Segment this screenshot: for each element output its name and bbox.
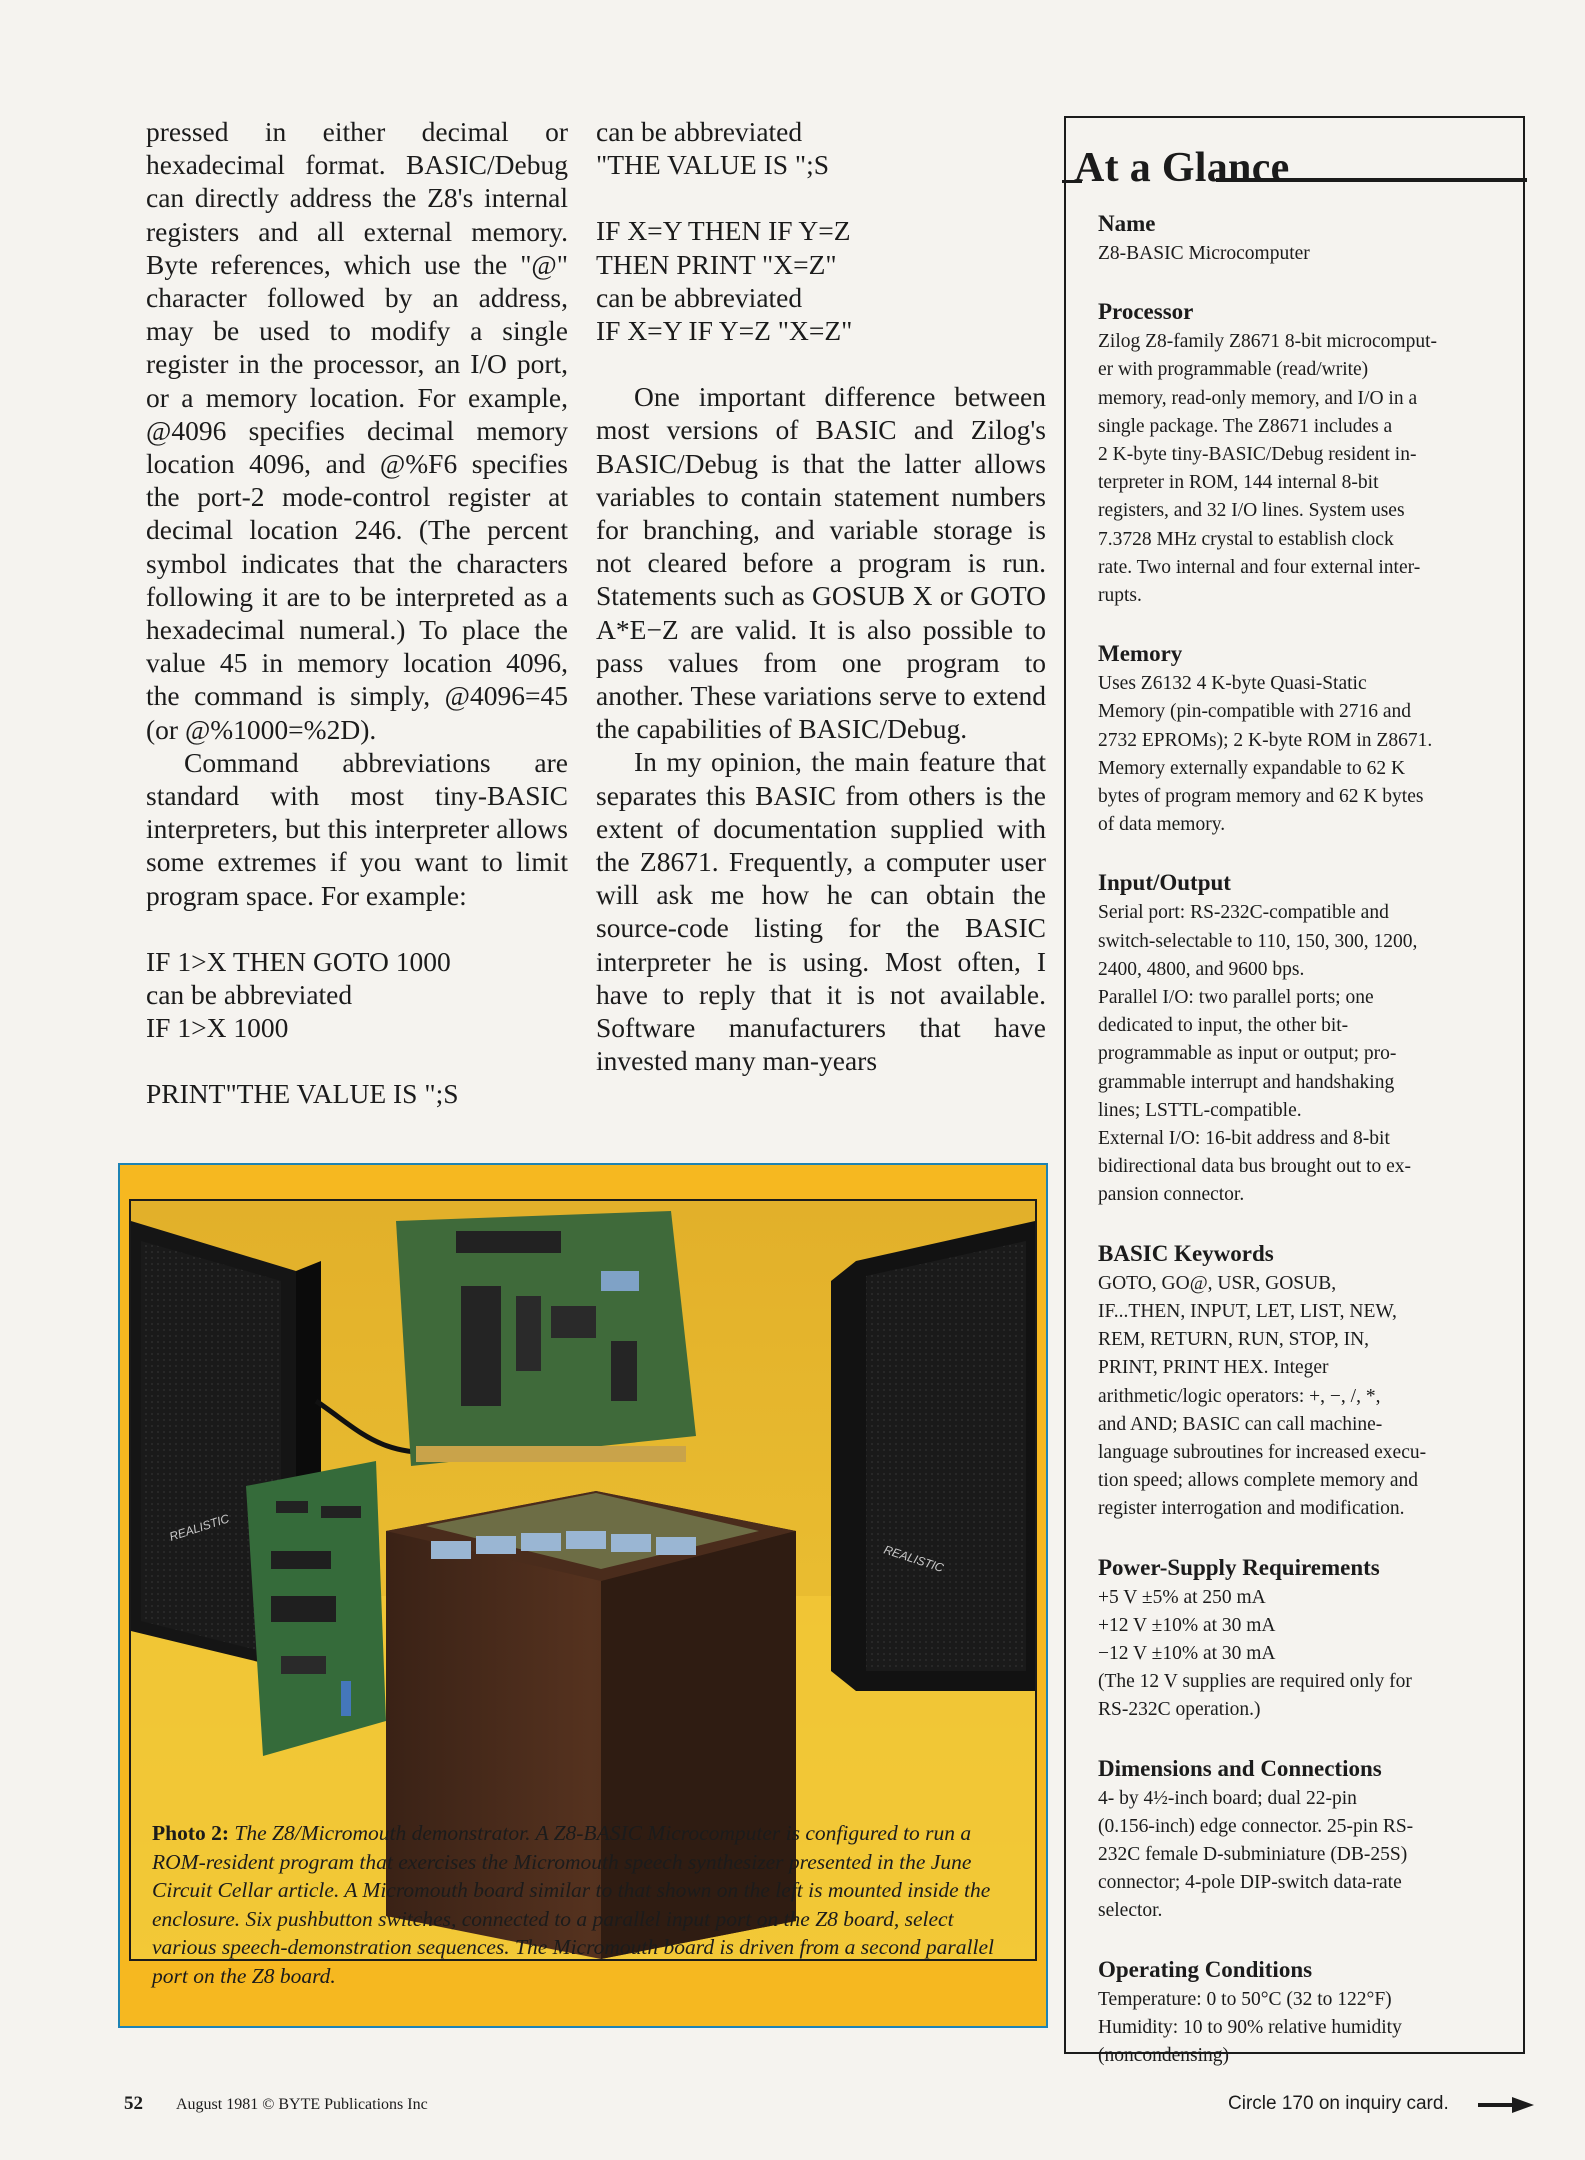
code-line: IF X=Y THEN IF Y=Z: [596, 215, 851, 247]
code-abbrev-note: can be abbreviated: [596, 116, 803, 147]
sidebar-text-line: registers, and 32 I/O lines. System uses: [1098, 500, 1405, 522]
sidebar-text-line: 2400, 4800, and 9600 bps.: [1098, 958, 1305, 980]
sidebar-text-line: programmable as input or output; pro-: [1098, 1043, 1397, 1065]
sidebar-section-text: [1098, 1986, 1506, 2071]
sidebar-text-line: Uses Z6132 4 K-byte Quasi-Static: [1098, 673, 1367, 695]
sidebar-text-line: dedicated to input, the other bit-: [1098, 1015, 1349, 1037]
sidebar-section-dimensions: [1098, 1755, 1506, 1926]
sidebar-section-power: [1098, 1554, 1506, 1725]
inquiry-note: Circle 170 on inquiry card.: [1228, 2093, 1449, 2114]
sidebar-section-heading: Power-Supply Requirements: [1098, 1554, 1380, 1580]
code-abbrev-note: can be abbreviated: [596, 281, 803, 313]
sidebar-text-line: bidirectional data bus brought out to ex-: [1098, 1156, 1412, 1178]
sidebar-section-heading: BASIC Keywords: [1098, 1240, 1274, 1266]
sidebar-text-line: of data memory.: [1098, 814, 1226, 836]
sidebar-text-line: tion speed; allows complete memory and: [1098, 1470, 1419, 1492]
paragraph: Command abbreviations are standard with most tiny-BASIC interpreters, but this interpreter allows some extremes if you want to limit program space. For example:: [146, 746, 568, 911]
sidebar-text-line: 4- by 4½-inch board; dual 22-pin: [1098, 1787, 1357, 1809]
sidebar-section-text: [1098, 1584, 1506, 1725]
z8-circuit-board: [396, 1211, 696, 1466]
photo-figure: [118, 1163, 1048, 2028]
sidebar-text-line: Parallel I/O: two parallel ports; one: [1098, 987, 1374, 1009]
sidebar-text-line: +12 V ±10% at 30 mA: [1098, 1614, 1276, 1636]
sidebar-section-heading: Input/Output: [1098, 870, 1231, 896]
article-column-1: [146, 115, 568, 1111]
sidebar-section-text: [1098, 1270, 1506, 1524]
caption-label: Photo 2:: [152, 1821, 230, 1845]
sidebar-text-line: connector; 4-pole DIP-switch data-rate: [1098, 1872, 1402, 1894]
sidebar-text-line: selector.: [1098, 1900, 1163, 1922]
code-abbrev-note: can be abbreviated: [146, 979, 353, 1011]
sidebar-text-line: single package. The Z8671 includes a: [1098, 415, 1393, 437]
sidebar-section-text: [1098, 670, 1506, 839]
sidebar-section-heading: Processor: [1098, 299, 1194, 325]
sidebar-section-heading: Dimensions and Connections: [1098, 1755, 1382, 1781]
footer-date: August 1981 © BYTE Publications Inc: [176, 2096, 428, 2113]
article-column-2: [596, 115, 1046, 1077]
at-a-glance-sidebar: [1064, 116, 1525, 2066]
sidebar-section-operating: [1098, 1956, 1506, 2071]
sidebar-text-line: grammable interrupt and handshaking: [1098, 1071, 1395, 1093]
sidebar-section-heading: Operating Conditions: [1098, 1956, 1313, 1982]
sidebar-title: At a Glance: [1074, 145, 1290, 191]
sidebar-text-line: GOTO, GO@, USR, GOSUB,: [1098, 1272, 1337, 1294]
sidebar-text-line: (The 12 V supplies are required only for: [1098, 1671, 1412, 1693]
sidebar-text-line: 7.3728 MHz crystal to establish clock: [1098, 528, 1394, 550]
sidebar-text-line: Memory externally expandable to 62 K: [1098, 757, 1406, 779]
sidebar-text-line: switch-selectable to 110, 150, 300, 1200,: [1098, 930, 1418, 952]
sidebar-text-line: (noncondensing): [1098, 2044, 1230, 2066]
arrow-right-icon: [1478, 2094, 1534, 2116]
page-number: 52: [124, 2093, 143, 2114]
sidebar-text-line: rupts.: [1098, 585, 1142, 607]
sidebar-section-text: [1098, 240, 1506, 268]
code-line: THEN PRINT "X=Z": [596, 248, 837, 280]
code-line: PRINT"THE VALUE IS ";S: [146, 1078, 459, 1110]
sidebar-text-line: bytes of program memory and 62 K bytes: [1098, 786, 1424, 808]
speaker-brand-label: REALISTIC: [167, 1511, 231, 1544]
sidebar-text-line: Serial port: RS-232C-compatible and: [1098, 902, 1389, 924]
sidebar-text-line: RS-232C operation.): [1098, 1699, 1261, 1721]
sidebar-section-keywords: [1098, 1240, 1506, 1524]
sidebar-text-line: lines; LSTTL-compatible.: [1098, 1099, 1302, 1121]
sidebar-text-line: 2732 EPROMs); 2 K-byte ROM in Z8671.: [1098, 729, 1433, 751]
sidebar-text-line: memory, read-only memory, and I/O in a: [1098, 387, 1418, 409]
speaker-brand-label: REALISTIC: [882, 1542, 946, 1576]
code-line: IF 1>X THEN GOTO 1000: [146, 945, 451, 977]
sidebar-text-line: External I/O: 16-bit address and 8-bit: [1098, 1128, 1390, 1150]
sidebar-text-line: terpreter in ROM, 144 internal 8-bit: [1098, 472, 1379, 494]
sidebar-section-text: [1098, 899, 1506, 1209]
paragraph: One important difference between most versions of BASIC and Zilog's BASIC/Debug is that the latter allows variables to contain statement numbers for branching, and variable storage is not cleared before a program is run. Statements such as GOSUB X or GOTO A*E−Z are valid. It is also possible to pass values from one program to another. These variations serve to extend the capabilities of BASIC/Debug.: [596, 381, 1046, 745]
sidebar-text-line: language subroutines for increased execu-: [1098, 1441, 1427, 1463]
sidebar-text-line: 232C female D-subminiature (DB-25S): [1098, 1843, 1408, 1865]
sidebar-section-memory: [1098, 640, 1506, 839]
sidebar-text-line: and AND; BASIC can call machine-: [1098, 1413, 1383, 1435]
sidebar-text-line: −12 V ±10% at 30 mA: [1098, 1642, 1276, 1664]
sidebar-text-line: Temperature: 0 to 50°C (32 to 122°F): [1098, 1988, 1392, 2010]
sidebar-text-line: Humidity: 10 to 90% relative humidity: [1098, 2016, 1402, 2038]
photo-caption: [152, 1819, 1014, 1991]
sidebar-section-heading: Name: [1098, 211, 1156, 236]
sidebar-text-line: Z8-BASIC Microcomputer: [1098, 243, 1310, 264]
sidebar-text-line: Zilog Z8-family Z8671 8-bit microcomput-: [1098, 331, 1438, 353]
caption-text: The Z8/Micromouth demonstrator. A Z8-BASIC Microcomputer is configured to run a ROM-resident program that exercises the Micromouth speech synthesizer presented in the June Circuit Cellar article. A Micromouth board similar to that shown on the left is mounted inside the enclosure. Six pushbutton switches, connected to a parallel input port on the Z8 board, select various speech-demonstration sequences. The Micromouth board is driven from a second parallel port on the Z8 board.: [152, 1821, 994, 1988]
sidebar-section-processor: [1098, 298, 1506, 610]
sidebar-text-line: arithmetic/logic operators: +, −, /, *,: [1098, 1385, 1381, 1407]
sidebar-section-text: [1098, 328, 1506, 610]
sidebar-text-line: REM, RETURN, RUN, STOP, IN,: [1098, 1329, 1370, 1351]
sidebar-text-line: Memory (pin-compatible with 2716 and: [1098, 701, 1412, 723]
sidebar-text-line: 2 K-byte tiny-BASIC/Debug resident in-: [1098, 444, 1417, 466]
sidebar-text-line: IF...THEN, INPUT, LET, LIST, NEW,: [1098, 1300, 1397, 1322]
code-line: IF 1>X 1000: [146, 1012, 289, 1044]
sidebar-section-heading: Memory: [1098, 641, 1183, 667]
sidebar-body: [1098, 210, 1506, 2100]
sidebar-text-line: er with programmable (read/write): [1098, 359, 1369, 381]
code-line: "THE VALUE IS ";S: [596, 149, 830, 181]
sidebar-text-line: +5 V ±5% at 250 mA: [1098, 1586, 1266, 1608]
micromouth-board: [246, 1461, 386, 1756]
sidebar-text-line: pansion connector.: [1098, 1184, 1245, 1206]
right-speaker: [831, 1221, 1035, 1691]
title-rule: [1216, 178, 1527, 182]
sidebar-text-line: PRINT, PRINT HEX. Integer: [1098, 1357, 1329, 1379]
paragraph: In my opinion, the main feature that separates this BASIC from others is the extent of documentation supplied with the Z8671. Frequently, a computer user will ask me how he can obtain the source-code listing for the BASIC interpreter he is using. Most often, I have to reply that it is not available. Software manufacturers that have invested many man-years: [596, 746, 1046, 1077]
sidebar-text-line: rate. Two internal and four external inter-: [1098, 556, 1421, 578]
paragraph: pressed in either decimal or hexadecimal format. BASIC/Debug can directly address the Z8's internal registers and all external memory. Byte references, which use the "@" character followed by an address, may be used to modify a single register in the processor, an I/O port, or a memory location. For example, @4096 specifies decimal memory location 4096, and @%F6 specifies the port-2 mode-control register at decimal location 246. (The percent symbol indicates that the characters following it are to be interpreted as a hexadecimal numeral.) To place the value 45 in memory location 4096, the command is simply, @4096=45 (or @%1000=%2D).: [146, 116, 568, 745]
sidebar-section-name: [1098, 210, 1506, 268]
code-line: IF X=Y IF Y=Z "X=Z": [596, 315, 853, 347]
sidebar-section-io: [1098, 869, 1506, 1209]
sidebar-section-text: [1098, 1785, 1506, 1926]
sidebar-text-line: register interrogation and modification.: [1098, 1498, 1405, 1520]
sidebar-text-line: (0.156-inch) edge connector. 25-pin RS-: [1098, 1815, 1414, 1837]
